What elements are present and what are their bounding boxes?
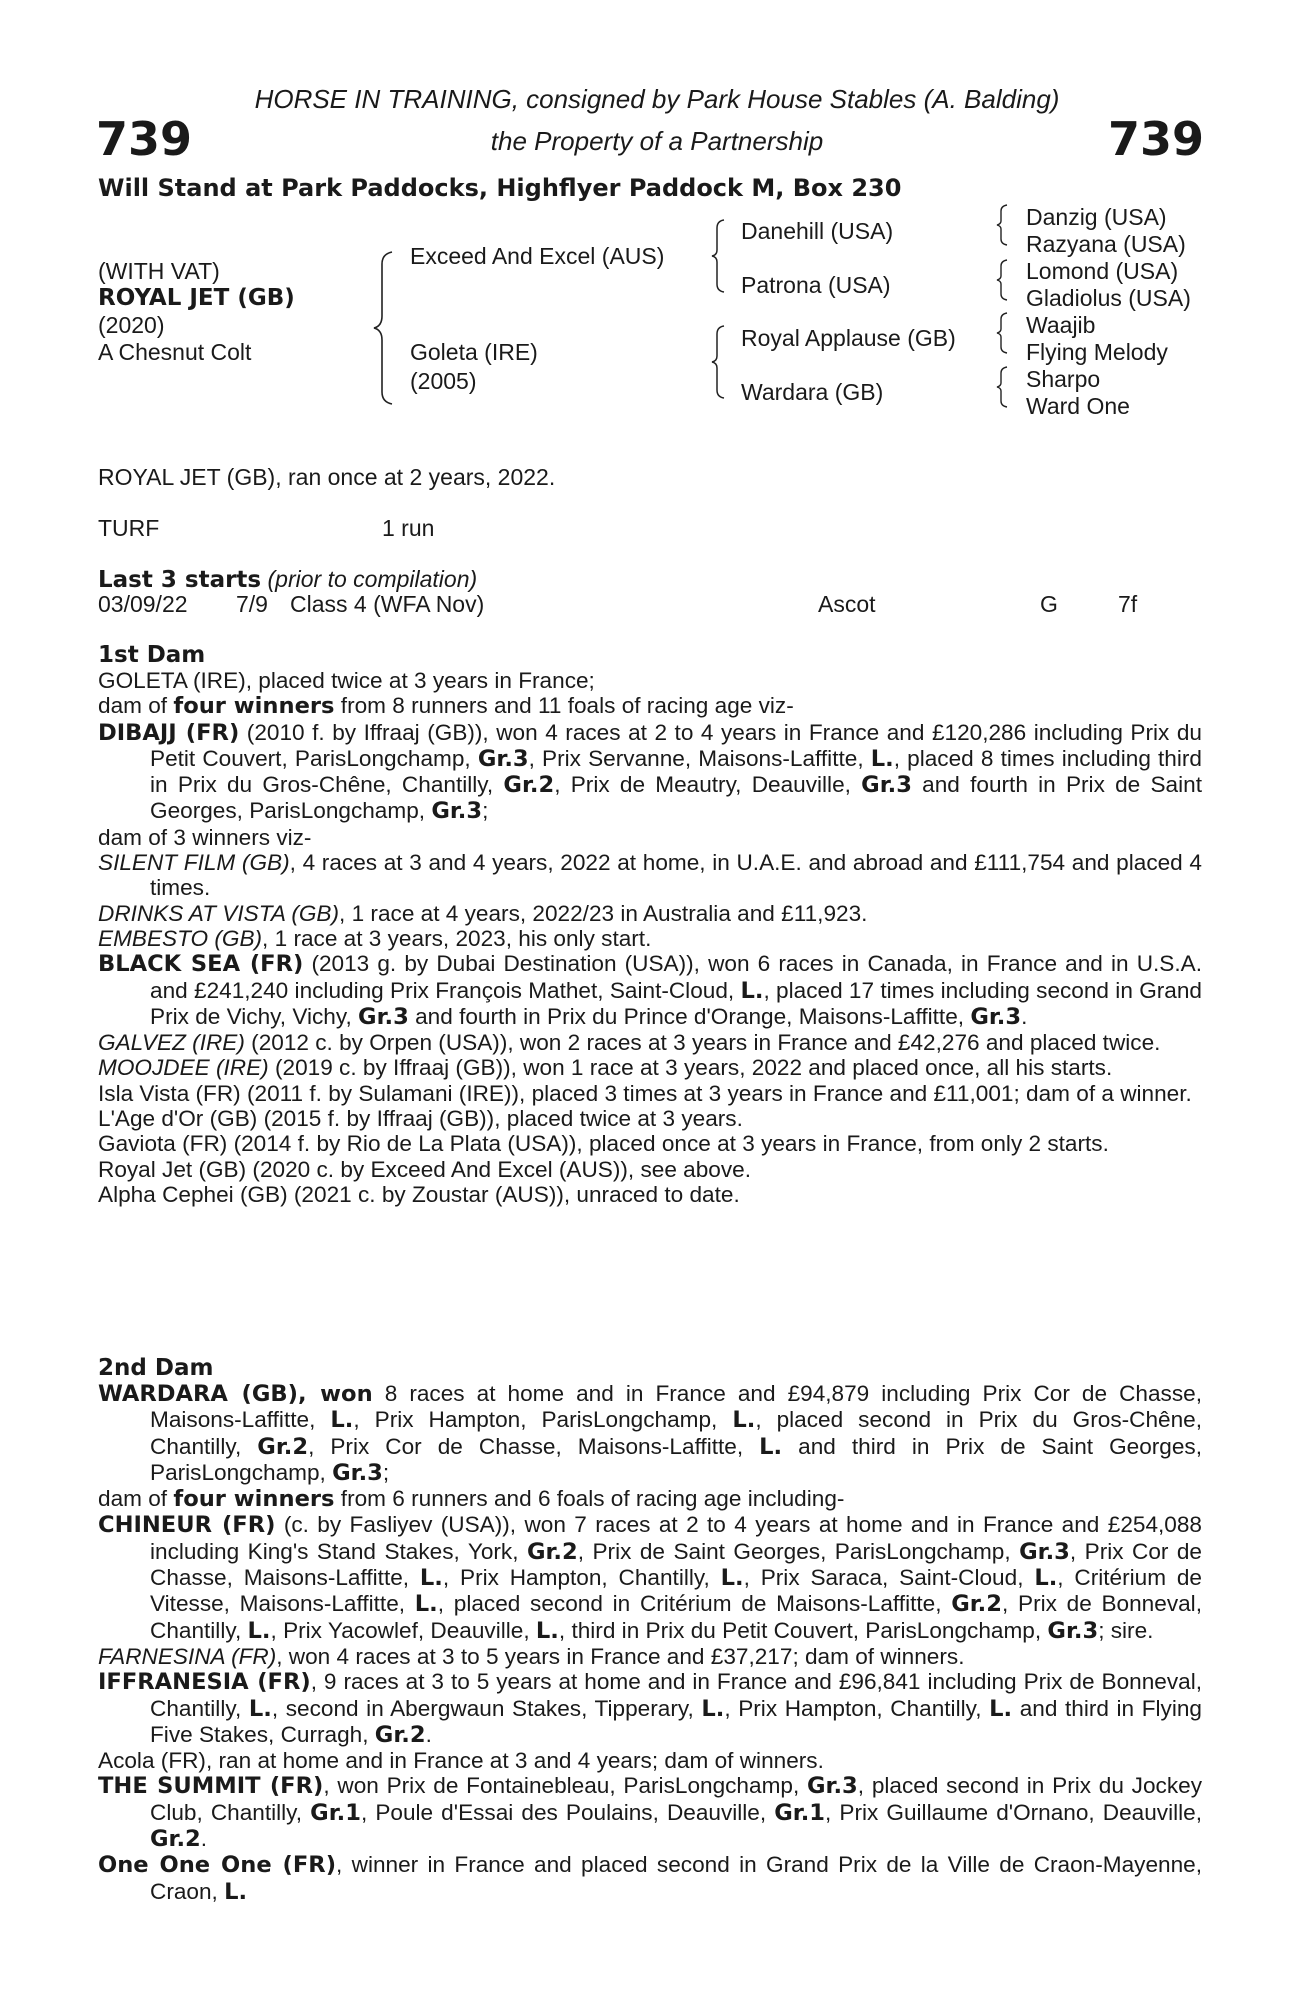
dam-name: Goleta (IRE) bbox=[410, 339, 538, 365]
gen3-razyana: Razyana (USA) bbox=[1026, 231, 1186, 257]
lot-number-right: 739 bbox=[1107, 112, 1204, 166]
gen3-ward-one: Ward One bbox=[1026, 393, 1130, 419]
the-summit-entry: THE SUMMIT (FR), won Prix de Fontainebleau, ParisLongchamp, Gr.3, placed second in Prix du Jockey Club, Chantilly, Gr.1, Poule d'Essai des Poulains, Deauville, Gr.1, Prix Guillaume d'Ornano, Deauville, Gr.2. bbox=[98, 1773, 1203, 1853]
horse-description: A Chesnut Colt bbox=[98, 339, 252, 365]
consignor-line: HORSE IN TRAINING, consigned by Park House Stables (A. Balding) bbox=[254, 84, 1060, 114]
start-distance: 7f bbox=[1118, 591, 1138, 617]
horse-identity bbox=[98, 258, 295, 366]
first-dam-heading: 1st Dam bbox=[98, 642, 206, 668]
dibajj-dam-of: dam of 3 winners viz- bbox=[98, 824, 312, 850]
dam bbox=[410, 338, 538, 396]
gen3-sharpo: Sharpo bbox=[1026, 366, 1101, 392]
gen3-waajib: Waajib bbox=[1026, 312, 1096, 338]
sire-sire: Danehill (USA) bbox=[741, 218, 894, 244]
gen3-brace-3 bbox=[996, 312, 1008, 354]
first-dam-section bbox=[98, 668, 1202, 1207]
goleta-intro: GOLETA (IRE), placed twice at 3 years in France; bbox=[98, 668, 595, 693]
second-dam-section bbox=[98, 1381, 1202, 1905]
start-position: 7/9 bbox=[236, 591, 268, 617]
last-starts-title: Last 3 starts bbox=[98, 567, 262, 593]
galvez-entry: GALVEZ (IRE) (2012 c. by Orpen (USA)), won 2 races at 3 years in France and £42,276 and placed twice. bbox=[98, 1030, 1161, 1056]
last-starts-note: (prior to compilation) bbox=[267, 566, 478, 592]
black-sea-entry: BLACK SEA (FR) (2013 g. by Dubai Destination (USA)), won 6 races in Canada, in France and in U.S.A. and £241,240 including Prix François Mathet, Saint-Cloud, L., placed 17 times including second in Grand Prix de Vichy, Vichy, Gr.3 and fourth in Prix du Prince d'Orange, Maisons-Laffitte, Gr.3. bbox=[98, 951, 1202, 1030]
acola-entry: Acola (FR), ran at home and in France at 3 and 4 years; dam of winners. bbox=[98, 1748, 824, 1774]
gen3-danzig: Danzig (USA) bbox=[1026, 204, 1167, 230]
last-starts-heading bbox=[98, 566, 477, 593]
race-summary: ROYAL JET (GB), ran once at 2 years, 2022. bbox=[98, 464, 556, 490]
goleta-produce: dam of four winners from 8 runners and 11 foals of racing age viz- bbox=[98, 693, 794, 720]
dam-year: (2005) bbox=[410, 368, 477, 394]
alpha-cephei-entry: Alpha Cephei (GB) (2021 c. by Zoustar (AUS)), unraced to date. bbox=[98, 1181, 740, 1207]
pedigree-brace bbox=[372, 250, 396, 406]
start-class: Class 4 (WFA Nov) bbox=[290, 591, 485, 617]
gen3-flying-melody: Flying Melody bbox=[1026, 339, 1168, 365]
one-one-one-entry: One One One (FR), winner in France and placed second in Grand Prix de la Ville de Craon-Mayenne, Craon, L. bbox=[98, 1852, 1202, 1905]
gen3-lomond: Lomond (USA) bbox=[1026, 258, 1179, 284]
horse-year: (2020) bbox=[98, 312, 165, 338]
start-going: G bbox=[1040, 591, 1058, 617]
second-dam-heading: 2nd Dam bbox=[98, 1355, 214, 1381]
vat-note: (WITH VAT) bbox=[98, 258, 220, 284]
embesto-entry: EMBESTO (GB), 1 race at 3 years, 2023, his only start. bbox=[98, 925, 652, 951]
gen3-brace-1 bbox=[996, 204, 1008, 246]
farnesina-entry: FARNESINA (FR), won 4 races at 3 to 5 years in France and £37,217; dam of winners. bbox=[98, 1643, 965, 1669]
moojdee-entry: MOOJDEE (IRE) (2019 c. by Iffraaj (GB)), won 1 race at 3 years, 2022 and placed once, all his starts. bbox=[98, 1055, 1113, 1081]
property-line: the Property of a Partnership bbox=[490, 126, 824, 156]
horse-name: ROYAL JET (GB) bbox=[98, 285, 295, 311]
drinks-at-vista-entry: DRINKS AT VISTA (GB), 1 race at 4 years, 2022/23 in Australia and £11,923. bbox=[98, 900, 868, 926]
wardara-produce: dam of four winners from 6 runners and 6 foals of racing age including- bbox=[98, 1486, 845, 1513]
start-course: Ascot bbox=[818, 591, 876, 617]
stand-location: Will Stand at Park Paddocks, Highflyer Paddock M, Box 230 bbox=[98, 174, 902, 202]
start-date: 03/09/22 bbox=[98, 591, 188, 617]
dibajj-entry: DIBAJJ (FR) (2010 f. by Iffraaj (GB)), won 4 races at 2 to 4 years in France and £120,286 including Prix du Petit Couvert, ParisLongchamp, Gr.3, Prix Servanne, Maisons-Laffitte, L., placed 8 times including third in Prix du Gros-Chêne, Chantilly, Gr.2, Prix de Meautry, Deauville, Gr.3 and fourth in Prix de Saint Georges, ParisLongchamp, Gr.3; bbox=[98, 719, 1202, 825]
sire: Exceed And Excel (AUS) bbox=[410, 243, 665, 269]
dam-brace bbox=[710, 324, 726, 400]
dam-sire: Royal Applause (GB) bbox=[741, 325, 956, 351]
turf-runs: 1 run bbox=[382, 515, 435, 541]
chineur-entry: CHINEUR (FR) (c. by Fasliyev (USA)), won 7 races at 2 to 4 years at home and in France and £254,088 including King's Stand Stakes, York, Gr.2, Prix de Saint Georges, ParisLongchamp, Gr.3, Prix Cor de Chasse, Maisons-Laffitte, L., Prix Hampton, Chantilly, L., Prix Saraca, Saint-Cloud, L., Critérium de Vitesse, Maisons-Laffitte, L., placed second in Critérium de Maisons-Laffitte, Gr.2, Prix de Bonneval, Chantilly, L., Prix Yacowlef, Deauville, L., third in Prix du Petit Couvert, ParisLongchamp, Gr.3; sire. bbox=[98, 1512, 1202, 1644]
gaviota-entry: Gaviota (FR) (2014 f. by Rio de La Plata (USA)), placed once at 3 years in France, from only 2 starts. bbox=[98, 1131, 1109, 1157]
sire-brace bbox=[710, 218, 726, 294]
lot-number-left: 739 bbox=[96, 112, 193, 166]
lage-dor-entry: L'Age d'Or (GB) (2015 f. by Iffraaj (GB)), placed twice at 3 years. bbox=[98, 1106, 743, 1132]
isla-vista-entry: Isla Vista (FR) (2011 f. by Sulamani (IRE)), placed 3 times at 3 years in France and £11,001; dam of a winner. bbox=[98, 1080, 1192, 1106]
gen3-brace-4 bbox=[996, 366, 1008, 408]
royal-jet-entry: Royal Jet (GB) (2020 c. by Exceed And Excel (AUS)), see above. bbox=[98, 1156, 752, 1182]
gen3-gladiolus: Gladiolus (USA) bbox=[1026, 285, 1191, 311]
sire-dam: Patrona (USA) bbox=[741, 272, 891, 298]
dam-dam: Wardara (GB) bbox=[741, 379, 884, 405]
iffranesia-entry: IFFRANESIA (FR), 9 races at 3 to 5 years at home and in France and £96,841 including Prix de Bonneval, Chantilly, L., second in Abergwaun Stakes, Tipperary, L., Prix Hampton, Chantilly, L. and third in Flying Five Stakes, Curragh, Gr.2. bbox=[98, 1669, 1203, 1748]
gen3-brace-2 bbox=[996, 259, 1008, 301]
wardara-entry: WARDARA (GB), won 8 races at home and in France and £94,879 including Prix Cor de Chasse, Maisons-Laffitte, L., Prix Hampton, ParisLongchamp, L., placed second in Prix du Gros-Chêne, Chantilly, Gr.2, Prix Cor de Chasse, Maisons-Laffitte, L. and third in Prix de Saint Georges, ParisLongchamp, Gr.3; bbox=[98, 1381, 1202, 1486]
turf-label: TURF bbox=[98, 515, 160, 541]
silent-film-entry: SILENT FILM (GB), 4 races at 3 and 4 years, 2022 at home, in U.A.E. and abroad and £111,754 and placed 4 times. bbox=[98, 850, 1202, 901]
